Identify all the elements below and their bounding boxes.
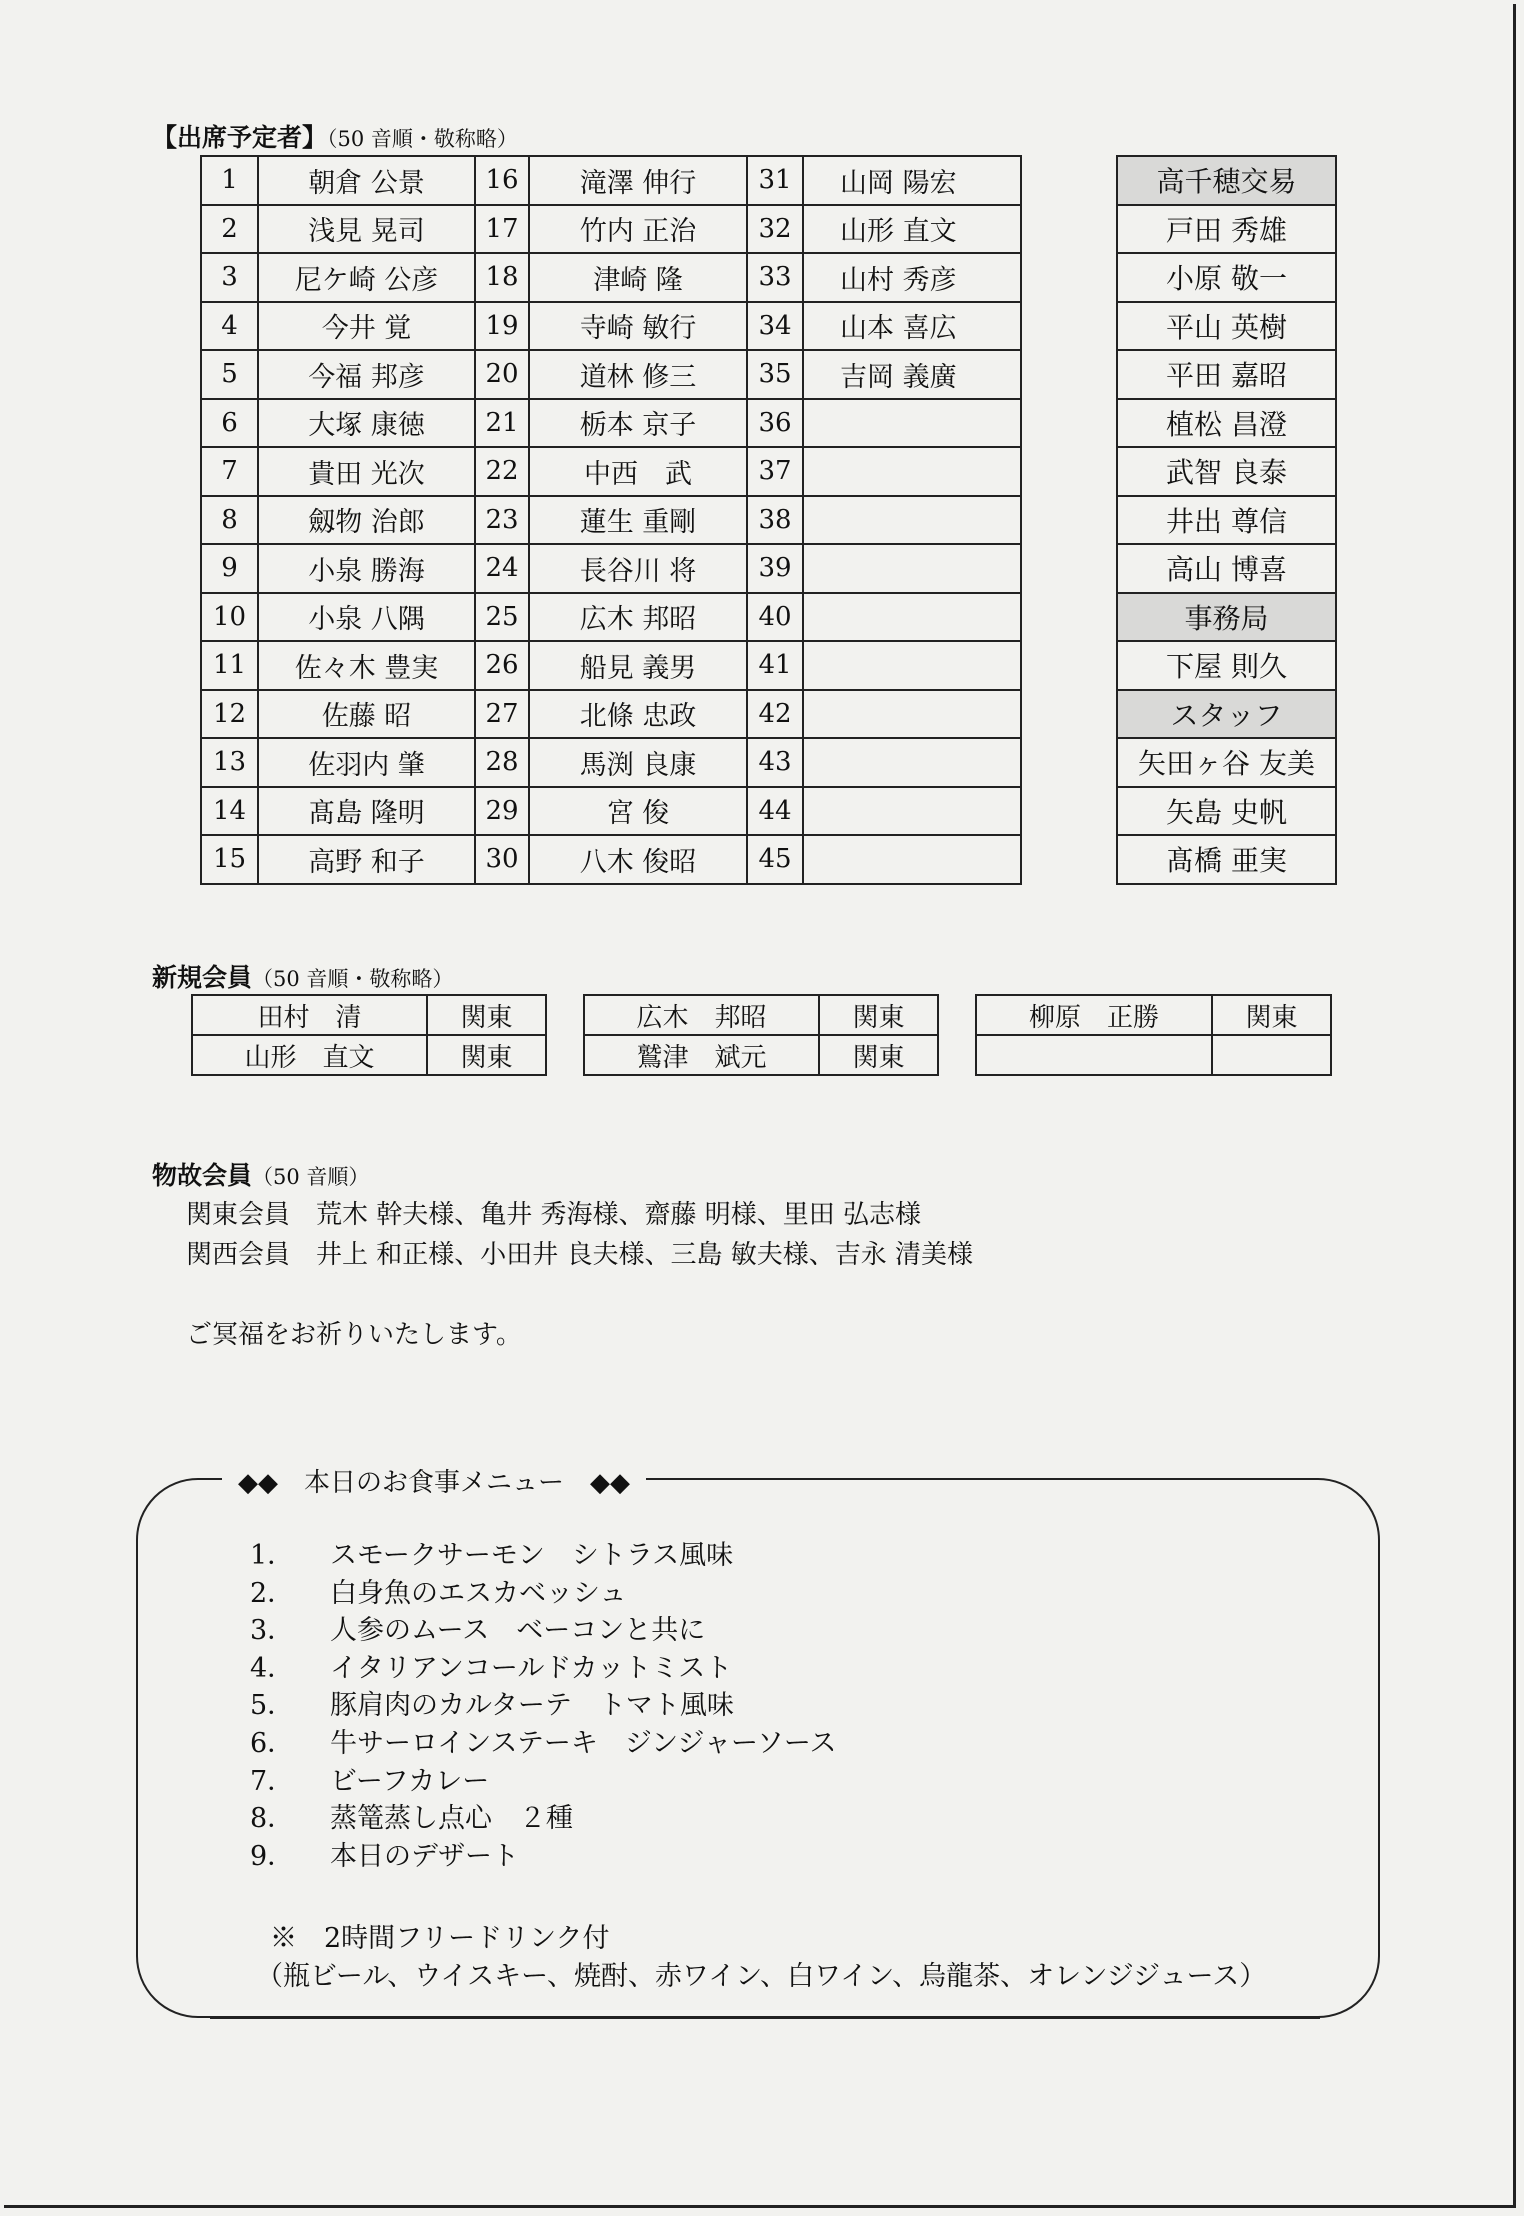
attendee-number: 40 bbox=[747, 593, 803, 642]
menu-item-number: 2． bbox=[250, 1577, 295, 1609]
attendee-number: 26 bbox=[475, 641, 529, 690]
new-member-name: 鷲津 斌元 bbox=[584, 1035, 819, 1075]
menu-item bbox=[250, 1796, 573, 1835]
table-row bbox=[1117, 835, 1336, 884]
attendee-number: 31 bbox=[747, 156, 803, 205]
attendee-name: 朝倉 公景 bbox=[258, 156, 475, 205]
attendee-name bbox=[803, 835, 1021, 884]
menu-item bbox=[250, 1834, 519, 1873]
table-row bbox=[201, 447, 1021, 496]
new-member-name: 広木 邦昭 bbox=[584, 995, 819, 1035]
attendee-number: 38 bbox=[747, 496, 803, 545]
new-members-heading-note: （50 音順・敬称略） bbox=[252, 967, 454, 991]
new-member-region: 関東 bbox=[819, 995, 938, 1035]
attendee-number: 44 bbox=[747, 787, 803, 836]
staff-name: 戸田 秀雄 bbox=[1117, 205, 1336, 254]
new-member-name: 田村 清 bbox=[192, 995, 427, 1035]
attendee-number: 22 bbox=[475, 447, 529, 496]
attendee-name bbox=[803, 399, 1021, 448]
menu-item bbox=[250, 1608, 705, 1647]
attendee-name: 小泉 八隅 bbox=[258, 593, 475, 642]
attendee-number: 35 bbox=[747, 350, 803, 399]
attendee-name: 佐々木 豊実 bbox=[258, 641, 475, 690]
attendee-number: 24 bbox=[475, 544, 529, 593]
deceased-kanto-line: 関東会員 荒木 幹夫様、亀井 秀海様、齋藤 明様、里田 弘志様 bbox=[186, 1200, 922, 1230]
attendee-name: 劔物 治郎 bbox=[258, 496, 475, 545]
attendee-number: 13 bbox=[201, 738, 258, 787]
drink-note: ※ 2時間フリードリンク付 bbox=[270, 1923, 610, 1954]
staff-name: 矢田ヶ谷 友美 bbox=[1117, 738, 1336, 787]
table-row bbox=[584, 1035, 938, 1075]
attendee-number: 14 bbox=[201, 787, 258, 836]
attendee-name bbox=[803, 496, 1021, 545]
new-member-name bbox=[976, 1035, 1212, 1075]
attendee-number: 19 bbox=[475, 302, 529, 351]
attendee-number: 45 bbox=[747, 835, 803, 884]
staff-name: 下屋 則久 bbox=[1117, 641, 1336, 690]
group-header: 事務局 bbox=[1117, 593, 1336, 642]
menu-item-text: 牛サーロインステーキ ジンジャーソース bbox=[330, 1728, 837, 1759]
attendee-number: 8 bbox=[201, 496, 258, 545]
attendee-name: 吉岡 義廣 bbox=[803, 350, 1021, 399]
table-row bbox=[1117, 302, 1336, 351]
condolence-text: ご冥福をお祈りいたします。 bbox=[186, 1320, 522, 1350]
attendee-name: 山岡 陽宏 bbox=[803, 156, 1021, 205]
new-members-heading bbox=[152, 958, 453, 994]
attendee-number: 34 bbox=[747, 302, 803, 351]
attendee-name: 竹内 正治 bbox=[529, 205, 747, 254]
drink-list: （瓶ビール、ウイスキー、焼酎、赤ワイン、白ワイン、烏龍茶、オレンジジュース） bbox=[256, 1961, 1267, 1992]
attendee-number: 21 bbox=[475, 399, 529, 448]
attendees-heading-title: 【出席予定者】 bbox=[152, 123, 328, 152]
attendee-name: 宮 俊 bbox=[529, 787, 747, 836]
staff-name: 高山 博喜 bbox=[1117, 544, 1336, 593]
table-row bbox=[1117, 156, 1336, 205]
table-row bbox=[201, 253, 1021, 302]
attendee-number: 20 bbox=[475, 350, 529, 399]
table-row bbox=[1117, 690, 1336, 739]
menu-item bbox=[250, 1683, 734, 1722]
table-row bbox=[1117, 447, 1336, 496]
attendee-name: 高野 和子 bbox=[258, 835, 475, 884]
attendee-number: 42 bbox=[747, 690, 803, 739]
group-header: 高千穂交易 bbox=[1117, 156, 1336, 205]
attendee-name: 滝澤 伸行 bbox=[529, 156, 747, 205]
deceased-heading-note: （50 音順） bbox=[252, 1165, 370, 1189]
attendee-number: 17 bbox=[475, 205, 529, 254]
menu-item-text: イタリアンコールドカットミスト bbox=[330, 1652, 733, 1684]
attendee-name: 浅見 晃司 bbox=[258, 205, 475, 254]
attendee-number: 6 bbox=[201, 399, 258, 448]
menu-item-number: 7． bbox=[250, 1765, 295, 1797]
table-row bbox=[1117, 205, 1336, 254]
attendee-number: 18 bbox=[475, 253, 529, 302]
attendees-heading-note: （50 音順・敬称略） bbox=[327, 127, 518, 151]
table-row bbox=[976, 995, 1331, 1035]
attendee-number: 16 bbox=[475, 156, 529, 205]
menu-item-number: 1． bbox=[250, 1540, 295, 1571]
attendee-number: 3 bbox=[201, 253, 258, 302]
attendee-name: 津崎 隆 bbox=[529, 253, 747, 302]
attendee-name: 道林 修三 bbox=[529, 350, 747, 399]
deceased-heading bbox=[152, 1156, 369, 1192]
menu-item-text: スモークサーモン シトラス風味 bbox=[330, 1540, 734, 1571]
deceased-kansai-line: 関西会員 井上 和正様、小田井 良夫様、三島 敏夫様、吉永 清美様 bbox=[186, 1240, 974, 1270]
staff-name: 髙橋 亜実 bbox=[1117, 835, 1336, 884]
attendee-name bbox=[803, 544, 1021, 593]
menu-item bbox=[250, 1533, 733, 1572]
group-header: スタッフ bbox=[1117, 690, 1336, 739]
attendee-number: 25 bbox=[475, 593, 529, 642]
attendee-number: 12 bbox=[201, 690, 258, 739]
attendee-number: 30 bbox=[475, 835, 529, 884]
table-row bbox=[201, 641, 1021, 690]
attendee-number: 2 bbox=[201, 205, 258, 254]
table-row bbox=[201, 156, 1021, 205]
menu-item-number: 5． bbox=[250, 1690, 295, 1722]
staff-name: 井出 尊信 bbox=[1117, 496, 1336, 545]
table-row bbox=[1117, 787, 1336, 836]
staff-name: 武智 良泰 bbox=[1117, 447, 1336, 496]
table-row bbox=[1117, 399, 1336, 448]
attendee-name: 佐羽内 肇 bbox=[258, 738, 475, 787]
table-row bbox=[201, 544, 1021, 593]
attendee-name bbox=[803, 787, 1021, 836]
attendee-number: 27 bbox=[475, 690, 529, 739]
staff-name: 小原 敬一 bbox=[1117, 253, 1336, 302]
attendee-name: 栃本 京子 bbox=[529, 399, 747, 448]
new-member-region: 関東 bbox=[819, 1035, 938, 1075]
attendee-number: 29 bbox=[475, 787, 529, 836]
menu-item bbox=[250, 1571, 626, 1610]
table-row bbox=[1117, 350, 1336, 399]
table-row bbox=[201, 302, 1021, 351]
attendee-name: 小泉 勝海 bbox=[258, 544, 475, 593]
attendee-number: 7 bbox=[201, 447, 258, 496]
attendee-name: 貴田 光次 bbox=[258, 447, 475, 496]
attendee-number: 1 bbox=[201, 156, 258, 205]
table-row bbox=[201, 835, 1021, 884]
attendee-name: 蓮生 重剛 bbox=[529, 496, 747, 545]
attendee-name: 中西 武 bbox=[529, 447, 747, 496]
attendee-name bbox=[803, 641, 1021, 690]
table-row bbox=[1117, 496, 1336, 545]
attendee-name: 広木 邦昭 bbox=[529, 593, 747, 642]
menu-box-underline bbox=[210, 2016, 1320, 2019]
new-members-table bbox=[191, 994, 547, 1076]
new-member-region: 関東 bbox=[427, 1035, 546, 1075]
attendee-number: 28 bbox=[475, 738, 529, 787]
attendee-number: 41 bbox=[747, 641, 803, 690]
menu-item-text: 蒸篭蒸し点心 ２種 bbox=[330, 1803, 573, 1835]
attendees-heading bbox=[152, 118, 518, 154]
new-member-region: 関東 bbox=[1212, 995, 1331, 1035]
attendee-number: 23 bbox=[475, 496, 529, 545]
attendee-number: 39 bbox=[747, 544, 803, 593]
attendee-name: 山形 直文 bbox=[803, 205, 1021, 254]
attendee-name: 馬渕 良康 bbox=[529, 738, 747, 787]
menu-item-text: 豚肩肉のカルターテ トマト風味 bbox=[330, 1690, 734, 1722]
table-row bbox=[201, 496, 1021, 545]
table-row bbox=[192, 995, 546, 1035]
new-members-table bbox=[583, 994, 939, 1076]
staff-name: 矢島 史帆 bbox=[1117, 787, 1336, 836]
table-row bbox=[1117, 544, 1336, 593]
staff-name: 平田 嘉昭 bbox=[1117, 350, 1336, 399]
menu-item bbox=[250, 1759, 489, 1798]
attendee-name: 北條 忠政 bbox=[529, 690, 747, 739]
menu-item bbox=[250, 1646, 732, 1685]
table-row bbox=[201, 738, 1021, 787]
attendee-name: 大塚 康徳 bbox=[258, 399, 475, 448]
attendee-number: 9 bbox=[201, 544, 258, 593]
new-member-name: 山形 直文 bbox=[192, 1035, 427, 1075]
table-row bbox=[201, 690, 1021, 739]
table-row bbox=[201, 593, 1021, 642]
menu-item bbox=[250, 1721, 837, 1760]
company-staff-table bbox=[1116, 155, 1337, 885]
new-member-region: 関東 bbox=[427, 995, 546, 1035]
staff-name: 植松 昌澄 bbox=[1117, 399, 1336, 448]
attendee-number: 43 bbox=[747, 738, 803, 787]
table-row bbox=[1117, 641, 1336, 690]
new-members-table bbox=[975, 994, 1332, 1076]
attendee-number: 11 bbox=[201, 641, 258, 690]
table-row bbox=[1117, 738, 1336, 787]
menu-title: ◆◆ 本日のお食事メニュー ◆◆ bbox=[222, 1462, 646, 1499]
attendee-number: 32 bbox=[747, 205, 803, 254]
deceased-heading-title: 物故会員 bbox=[152, 1161, 253, 1190]
menu-item-text: 本日のデザート bbox=[330, 1840, 519, 1872]
menu-item-number: 6． bbox=[250, 1728, 295, 1759]
table-row bbox=[201, 787, 1021, 836]
attendee-name bbox=[803, 690, 1021, 739]
table-row bbox=[584, 995, 938, 1035]
menu-item-number: 8． bbox=[250, 1803, 295, 1835]
attendees-table bbox=[200, 155, 1022, 885]
attendee-number: 4 bbox=[201, 302, 258, 351]
attendee-name bbox=[803, 738, 1021, 787]
attendee-number: 15 bbox=[201, 835, 258, 884]
menu-item-text: ビーフカレー bbox=[330, 1765, 490, 1797]
attendee-number: 10 bbox=[201, 593, 258, 642]
table-row bbox=[192, 1035, 546, 1075]
attendee-name: 髙島 隆明 bbox=[258, 787, 475, 836]
attendee-number: 5 bbox=[201, 350, 258, 399]
attendee-name bbox=[803, 593, 1021, 642]
table-row bbox=[201, 399, 1021, 448]
new-member-region bbox=[1212, 1035, 1331, 1075]
table-row bbox=[201, 350, 1021, 399]
attendee-name: 尼ケ崎 公彦 bbox=[258, 253, 475, 302]
menu-item-text: 人参のムース ベーコンと共に bbox=[330, 1615, 706, 1647]
table-row bbox=[1117, 253, 1336, 302]
attendee-name: 佐藤 昭 bbox=[258, 690, 475, 739]
staff-name: 平山 英樹 bbox=[1117, 302, 1336, 351]
attendee-name: 今福 邦彦 bbox=[258, 350, 475, 399]
attendee-name: 長谷川 将 bbox=[529, 544, 747, 593]
attendee-name: 船見 義男 bbox=[529, 641, 747, 690]
table-row bbox=[201, 205, 1021, 254]
menu-item-number: 9． bbox=[250, 1840, 295, 1872]
new-members-heading-title: 新規会員 bbox=[152, 963, 253, 992]
attendee-number: 33 bbox=[747, 253, 803, 302]
attendee-name: 今井 覚 bbox=[258, 302, 475, 351]
menu-item-number: 4． bbox=[250, 1652, 295, 1684]
menu-item-text: 白身魚のエスカベッシュ bbox=[330, 1577, 627, 1609]
table-row bbox=[976, 1035, 1331, 1075]
attendee-name: 山村 秀彦 bbox=[803, 253, 1021, 302]
attendee-name: 寺崎 敏行 bbox=[529, 302, 747, 351]
table-row bbox=[1117, 593, 1336, 642]
attendee-name: 山本 喜広 bbox=[803, 302, 1021, 351]
new-member-name: 柳原 正勝 bbox=[976, 995, 1212, 1035]
attendee-name: 八木 俊昭 bbox=[529, 835, 747, 884]
menu-item-number: 3． bbox=[250, 1615, 295, 1647]
attendee-number: 36 bbox=[747, 399, 803, 448]
attendee-name bbox=[803, 447, 1021, 496]
attendee-number: 37 bbox=[747, 447, 803, 496]
